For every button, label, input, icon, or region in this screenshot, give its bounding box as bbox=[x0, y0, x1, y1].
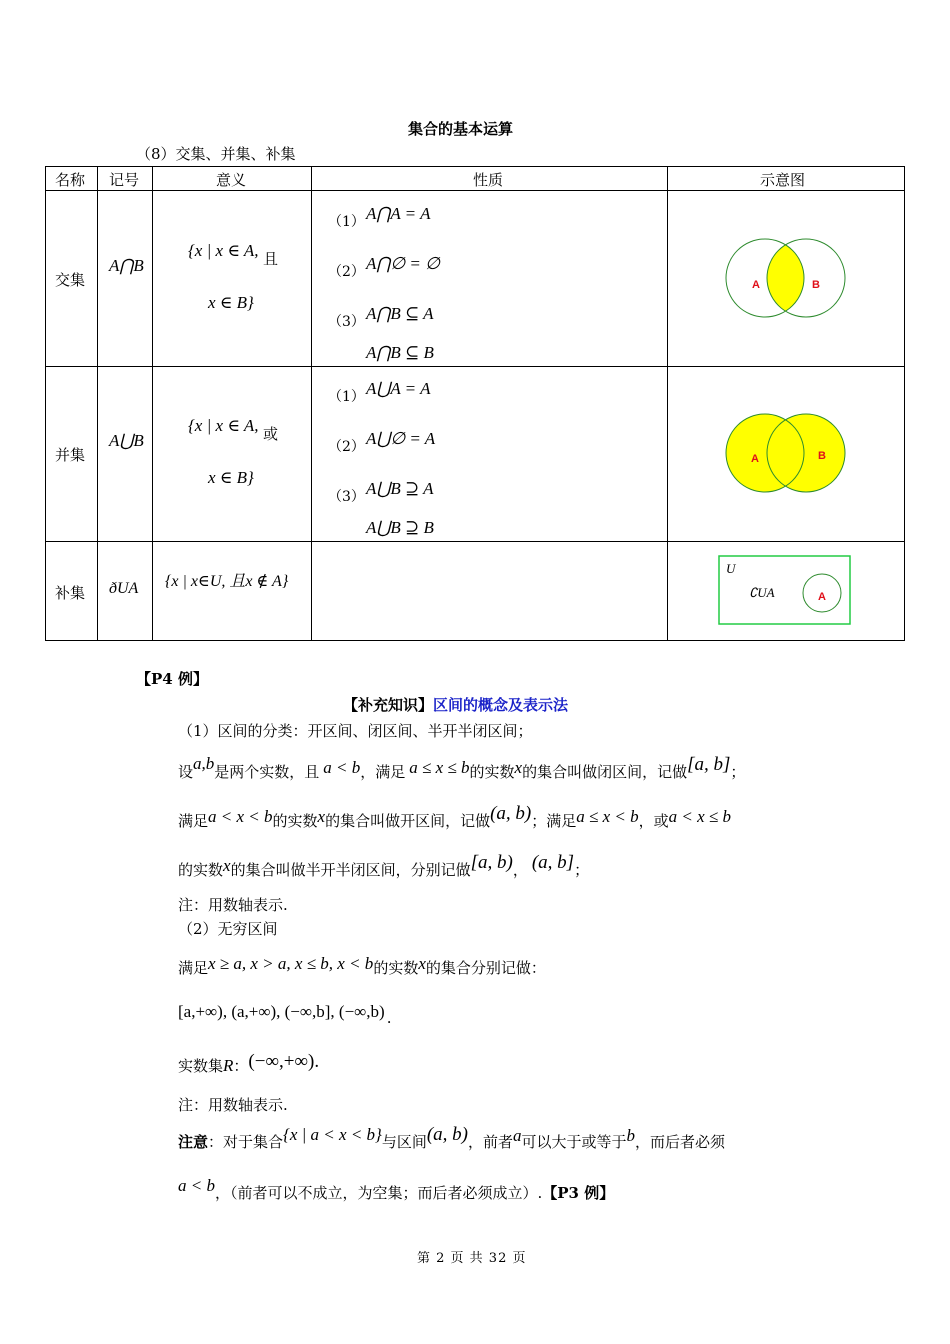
math-half-open-range-2: a < x ≤ b bbox=[668, 807, 731, 826]
text: ；满足 bbox=[531, 812, 577, 830]
text: 实数集 bbox=[178, 1057, 224, 1075]
math-open-interval: (a, b) bbox=[490, 803, 532, 824]
text: ； bbox=[730, 763, 746, 781]
text: 的集合分别记做： bbox=[425, 959, 546, 977]
math-x: x bbox=[223, 856, 231, 875]
text: 设 bbox=[178, 763, 194, 781]
intersection-prop: A⋂A = A bbox=[366, 204, 431, 223]
text: 的实数 bbox=[178, 861, 224, 879]
text: . bbox=[386, 1009, 392, 1027]
math-x: x bbox=[317, 807, 326, 826]
math-x: x bbox=[418, 954, 426, 973]
math-a: a bbox=[513, 1126, 522, 1145]
intersection-prop-index: （3） bbox=[328, 314, 365, 330]
math-x: x bbox=[514, 758, 523, 777]
text: ，或 bbox=[638, 812, 669, 830]
page-title: 集合的基本运算 bbox=[408, 120, 514, 138]
table-border bbox=[45, 190, 905, 191]
math-ab: a,b bbox=[193, 754, 215, 773]
attention-note bbox=[178, 1124, 726, 1151]
real-number-set bbox=[178, 1051, 319, 1073]
union-prop: A⋃B ⊇ B bbox=[366, 518, 434, 537]
example-reference-p3: 【P3 例】 bbox=[542, 1184, 615, 1202]
table-border bbox=[45, 640, 905, 641]
text: ：对于集合 bbox=[208, 1133, 284, 1151]
math-a-lt-b: a < b bbox=[323, 758, 361, 777]
text: ， bbox=[512, 861, 528, 879]
intersection-prop-index: （1） bbox=[328, 214, 365, 230]
supplement-heading bbox=[343, 694, 568, 715]
text: 的实数 bbox=[469, 763, 515, 781]
union-symbol: A⋃B bbox=[109, 431, 144, 450]
universal-set-box bbox=[719, 556, 850, 624]
infinite-interval-heading: （2）无穷区间 bbox=[178, 920, 278, 938]
set-operations-table bbox=[45, 166, 905, 641]
union-meaning-line1: {x | x ∈ A, bbox=[188, 416, 259, 435]
text: 的实数 bbox=[373, 959, 419, 977]
attention-note-continued bbox=[178, 1176, 615, 1202]
intersection-symbol: A⋂B bbox=[109, 256, 144, 275]
intersection-prop: A⋂B ⊆ B bbox=[366, 343, 434, 362]
universal-label: U bbox=[726, 561, 736, 576]
attention-label: 注意 bbox=[178, 1133, 209, 1151]
set-a-label: A bbox=[818, 591, 826, 603]
intersection-prop: A⋂∅ = ∅ bbox=[366, 254, 440, 273]
closed-interval-definition bbox=[178, 754, 746, 781]
header-symbol: 记号 bbox=[109, 171, 140, 189]
table-border bbox=[45, 166, 46, 641]
text: 的集合叫做闭区间，记做 bbox=[522, 763, 688, 781]
union-prop: A⋃∅ = A bbox=[366, 429, 436, 448]
text: ： bbox=[233, 1057, 249, 1075]
table-border bbox=[904, 166, 905, 641]
example-reference: 【P4 例】 bbox=[136, 670, 208, 688]
row-name-complement: 补集 bbox=[55, 584, 86, 602]
text: ； bbox=[574, 861, 590, 879]
text: 的集合叫做半开半闭区间，分别记做 bbox=[230, 861, 471, 879]
table-border bbox=[45, 541, 905, 542]
table-border bbox=[667, 166, 668, 641]
table-border bbox=[45, 166, 905, 167]
supplement-heading-bracket: 【补充知识】 bbox=[343, 696, 434, 714]
page-footer: 第 2 页 共 32 页 bbox=[417, 1251, 527, 1266]
math-infinite-intervals: [a,+∞), (a,+∞), (−∞,b], (−∞,b) bbox=[178, 1002, 385, 1021]
intersection-meaning-line2: x ∈ B} bbox=[208, 293, 254, 312]
intersection-prop: A⋂B ⊆ A bbox=[366, 304, 434, 323]
row-name-union: 并集 bbox=[55, 446, 86, 464]
table-border bbox=[97, 166, 98, 641]
union-venn-diagram bbox=[722, 411, 852, 495]
math-a-lt-b: a < b bbox=[178, 1176, 215, 1195]
text: 满足 bbox=[178, 812, 209, 830]
text: 可以大于或等于 bbox=[521, 1133, 627, 1151]
half-open-interval-definition bbox=[178, 852, 590, 879]
text: 的集合叫做开区间，记做 bbox=[325, 812, 491, 830]
venn-label-b: B bbox=[812, 279, 820, 291]
math-closed-range: a ≤ x ≤ b bbox=[409, 758, 470, 777]
math-conditions: x ≥ a, x > a, x ≤ b, x < b bbox=[208, 954, 374, 973]
text: ，（前者可以不成立，为空集；而后者必须成立）. bbox=[214, 1184, 543, 1202]
interval-classification: （1）区间的分类：开区间、闭区间、半开半闭区间； bbox=[178, 722, 533, 740]
open-interval-definition bbox=[178, 803, 731, 830]
row-name-intersection: 交集 bbox=[55, 271, 86, 289]
text: 满足 bbox=[178, 959, 209, 977]
header-name: 名称 bbox=[55, 171, 86, 189]
math-half-open-range-1: a ≤ x < b bbox=[576, 807, 639, 826]
note-number-line-2: 注：用数轴表示. bbox=[178, 1096, 288, 1114]
text: ，满足 bbox=[360, 763, 406, 781]
union-prop-index: （3） bbox=[328, 489, 365, 505]
supplement-heading-title: 区间的概念及表示法 bbox=[433, 696, 569, 714]
text: 的实数 bbox=[272, 812, 318, 830]
table-border bbox=[45, 366, 905, 367]
intersection-meaning-line1: {x | x ∈ A, bbox=[188, 241, 259, 260]
math-half-open-interval-2: (a, b] bbox=[531, 852, 575, 873]
intersection-meaning-conj: 且 bbox=[263, 250, 279, 268]
union-prop-index: （2） bbox=[328, 439, 365, 455]
note-number-line-1: 注：用数轴表示. bbox=[178, 896, 288, 914]
text: ，前者 bbox=[468, 1133, 514, 1151]
math-real-line: (−∞,+∞). bbox=[248, 1051, 320, 1072]
venn-label-a: A bbox=[752, 279, 760, 291]
math-b: b bbox=[626, 1126, 636, 1145]
text: ，而后者必须 bbox=[635, 1133, 726, 1151]
math-open-interval: (a, b) bbox=[426, 1124, 469, 1145]
union-prop: A⋃A = A bbox=[366, 379, 431, 398]
section-subtitle: （8）交集、并集、补集 bbox=[136, 145, 296, 163]
complement-meaning: {x | x∈U, 且x ∉ A} bbox=[165, 573, 289, 590]
header-properties: 性质 bbox=[473, 171, 504, 189]
math-R: R bbox=[223, 1056, 234, 1075]
header-diagram: 示意图 bbox=[760, 171, 806, 189]
intersection-prop-index: （2） bbox=[328, 264, 365, 280]
math-open-range: a < x < b bbox=[208, 807, 273, 826]
text: 与区间 bbox=[381, 1133, 427, 1151]
table-border bbox=[152, 166, 153, 641]
intersection-venn-diagram bbox=[722, 236, 852, 320]
header-meaning: 意义 bbox=[216, 171, 247, 189]
venn-label-a: A bbox=[751, 453, 759, 465]
union-meaning-line2: x ∈ B} bbox=[208, 468, 254, 487]
infinite-interval-definition bbox=[178, 953, 546, 977]
math-half-open-interval-1: [a, b) bbox=[470, 852, 513, 873]
table-border bbox=[311, 166, 312, 641]
union-prop-index: （1） bbox=[328, 389, 365, 405]
union-meaning-conj: 或 bbox=[263, 425, 279, 443]
complement-diagram bbox=[718, 555, 852, 627]
complement-label: ∁UA bbox=[749, 585, 775, 600]
infinite-interval-notation bbox=[178, 1002, 392, 1027]
math-closed-interval: [a, b] bbox=[687, 754, 731, 775]
text: 是两个实数，且 bbox=[214, 763, 320, 781]
union-prop: A⋃B ⊇ A bbox=[366, 479, 434, 498]
math-set-a-x-b: {x | a < x < b} bbox=[283, 1125, 382, 1144]
venn-label-b: B bbox=[818, 450, 826, 462]
complement-symbol: ðUA bbox=[109, 580, 139, 597]
